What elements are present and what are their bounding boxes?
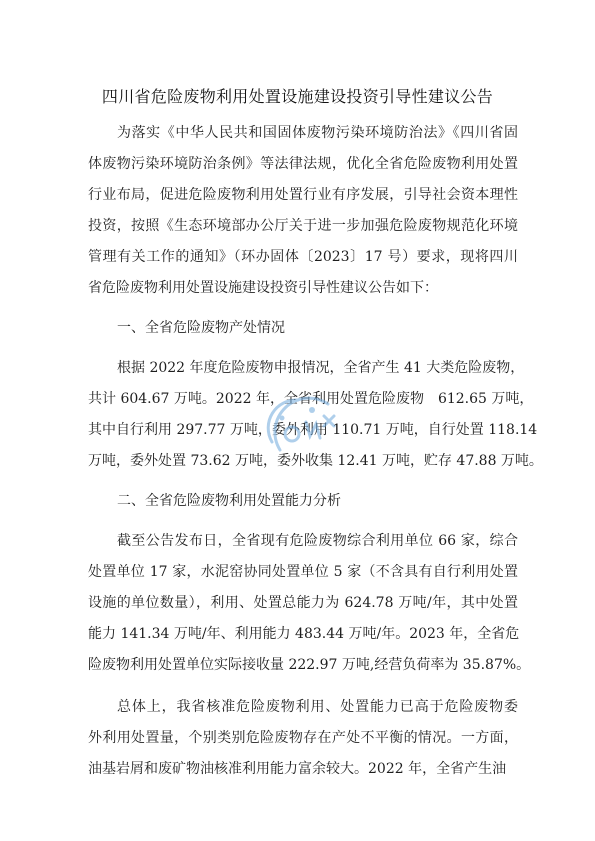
section-heading: 一、全省危险废物产处情况 (117, 320, 285, 336)
paragraph-line: 共计 604.67 万吨。2022 年，全省利用处置危险废物 612.65 万吨， (88, 391, 534, 407)
paragraph-line: 其中自行利用 297.77 万吨，委外利用 110.71 万吨，自行处置 118.14 (88, 422, 538, 438)
paragraph-line: 油基岩屑和废矿物油核准利用能力富余较大。2022 年，全省产生油 (88, 761, 507, 777)
paragraph-line: 为落实《中华人民共和国固体废物污染环境防治法》《四川省固 (117, 125, 518, 141)
paragraph-line: 省危险废物利用处置设施建设投资引导性建议公告如下： (88, 280, 438, 296)
paragraph-line: 设施的单位数量），利用、处置总能力为 624.78 万吨/年，其中处置 (88, 595, 518, 611)
paragraph-line: 体废物污染环境防治条例》等法律法规，优化全省危险废物利用处置 (88, 156, 518, 172)
paragraph-line: 万吨，委外处置 73.62 万吨，委外收集 12.41 万吨，贮存 47.88 万吨。 (88, 453, 543, 469)
section-heading: 二、全省危险废物利用处置能力分析 (117, 493, 341, 509)
paragraph-line: 管理有关工作的通知》（环办固体〔2023〕17 号）要求，现将四川 (88, 249, 518, 265)
paragraph-line: 险废物利用处置单位实际接收量 222.97 万吨,经营负荷率为 35.87%。 (88, 657, 531, 673)
paragraph-line: 外利用处置量，个别类别危险废物存在产处不平衡的情况。一方面， (88, 730, 518, 746)
paragraph-line: 投资，按照《生态环境部办公厅关于进一步加强危险废物规范化环境 (88, 218, 518, 234)
paragraph-line: 行业布局，促进危险废物利用处置行业有序发展，引导社会资本理性 (88, 187, 518, 203)
paragraph-line: 处置单位 17 家，水泥窑协同处置单位 5 家（不含具有自行利用处置 (88, 564, 518, 580)
paragraph-line: 总体上，我省核准危险废物利用、处置能力已高于危险废物委 (117, 699, 518, 715)
paragraph-line: 截至公告发布日，全省现有危险废物综合利用单位 66 家，综合 (117, 533, 518, 549)
paragraph-line: 能力 141.34 万吨/年、利用能力 483.44 万吨/年。2023 年，全省危 (88, 626, 520, 642)
paragraph-line: 根据 2022 年度危险废物申报情况，全省产生 41 大类危险废物， (117, 360, 525, 376)
document-title: 四川省危险废物利用处置设施建设投资引导性建议公告 (101, 87, 494, 106)
